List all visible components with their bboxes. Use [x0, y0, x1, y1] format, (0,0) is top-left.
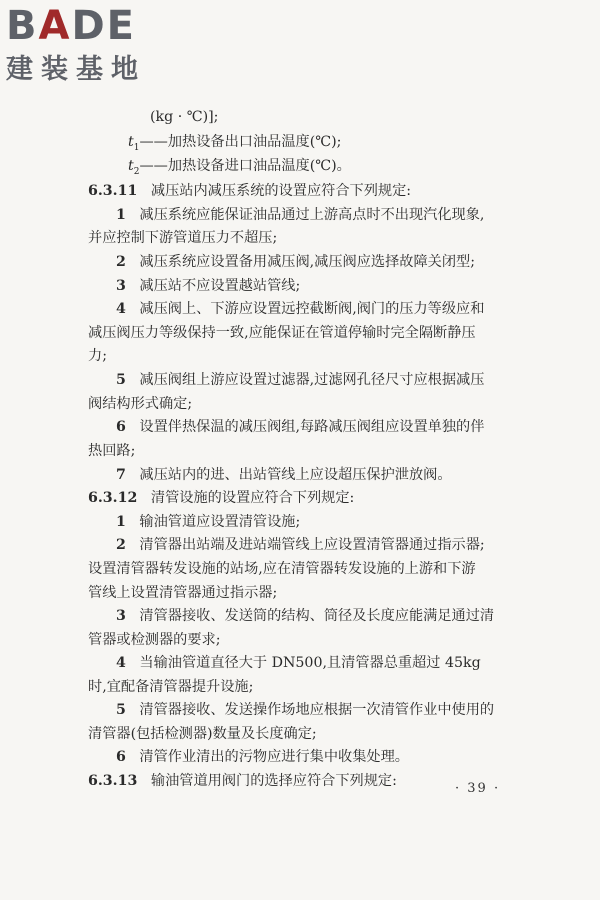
clause-6-3-11-item-7: 7 减压站内的进、出站管线上应设超压保护泄放阀。 — [116, 467, 452, 483]
clause-6-3-12: 6.3.12 清管设施的设置应符合下列规定: — [88, 490, 355, 506]
variable-t2-line: $t_2——$加热设备进口油品温度(℃)。 — [128, 158, 351, 177]
clause-6-3-11-item-3: 3 减压站不应设置越站管线; — [116, 278, 301, 294]
clause-6-3-13: 6.3.13 输油管道用阀门的选择应符合下列规定: — [88, 773, 397, 789]
clause-6-3-11-item-4-cont: 减压阀压力等级保持一致,应能保证在管道停输时完全隔断静压 — [88, 325, 476, 341]
brand-logo — [6, 4, 176, 90]
clause-6-3-11-item-5-cont: 阀结构形式确定; — [88, 396, 193, 412]
clause-6-3-11-item-5: 5 减压阀组上游应设置过滤器,过滤网孔径尺寸应根据减压 — [116, 372, 485, 388]
clause-6-3-12-item-5-cont: 清管器(包括检测器)数量及长度确定; — [88, 726, 317, 742]
clause-6-3-12-item-3: 3 清管器接收、发送筒的结构、筒径及长度应能满足通过清 — [116, 608, 495, 624]
clause-6-3-11-item-1-cont: 并应控制下游管道压力不超压; — [88, 230, 278, 246]
clause-6-3-11-item-1: 1 减压系统应能保证油品通过上游高点时不出现汽化现象, — [116, 207, 485, 223]
variable-t1-line: $t_1——$加热设备出口油品温度(℃); — [128, 134, 342, 153]
clause-6-3-12-item-1: 1 输油管道应设置清管设施; — [116, 514, 301, 530]
clause-6-3-11-item-2: 2 减压系统应设置备用减压阀,减压阀应选择故障关闭型; — [116, 254, 476, 270]
clause-6-3-12-item-2-cont2: 管线上设置清管器通过指示器; — [88, 585, 278, 601]
page-number: · 39 · — [455, 781, 501, 796]
clause-6-3-11-item-6: 6 设置伴热保温的减压阀组,每路减压阀组应设置单独的伴 — [116, 419, 485, 435]
clause-6-3-12-item-6: 6 清管作业清出的污物应进行集中收集处理。 — [116, 749, 409, 765]
clause-6-3-11-item-4-cont2: 力; — [88, 348, 107, 364]
clause-6-3-12-item-5: 5 清管器接收、发送操作场地应根据一次清管作业中使用的 — [116, 702, 495, 718]
clause-6-3-12-item-2: 2 清管器出站端及进站端管线上应设置清管器通过指示器; — [116, 537, 485, 553]
clause-6-3-11-item-6-cont: 热回路; — [88, 443, 136, 459]
clause-6-3-12-item-4: 4 当输油管道直径大于 DN500,且清管器总重超过 45kg — [116, 655, 481, 671]
formula-unit-line: (kg · ℃)]; — [150, 109, 219, 125]
clause-6-3-12-item-4-cont: 时,宜配备清管器提升设施; — [88, 679, 254, 695]
logo-subtitle: 建装基地 — [6, 54, 146, 85]
clause-6-3-12-item-2-cont: 设置清管器转发设施的站场,应在清管器转发设施的上游和下游 — [88, 561, 476, 577]
clause-6-3-11-item-4: 4 减压阀上、下游应设置远控截断阀,阀门的压力等级应和 — [116, 301, 485, 317]
clause-6-3-12-item-3-cont: 管器或检测器的要求; — [88, 632, 221, 648]
clause-6-3-11: 6.3.11 减压站内减压系统的设置应符合下列规定: — [88, 183, 412, 199]
logo-wordmark: BADE — [6, 3, 136, 49]
